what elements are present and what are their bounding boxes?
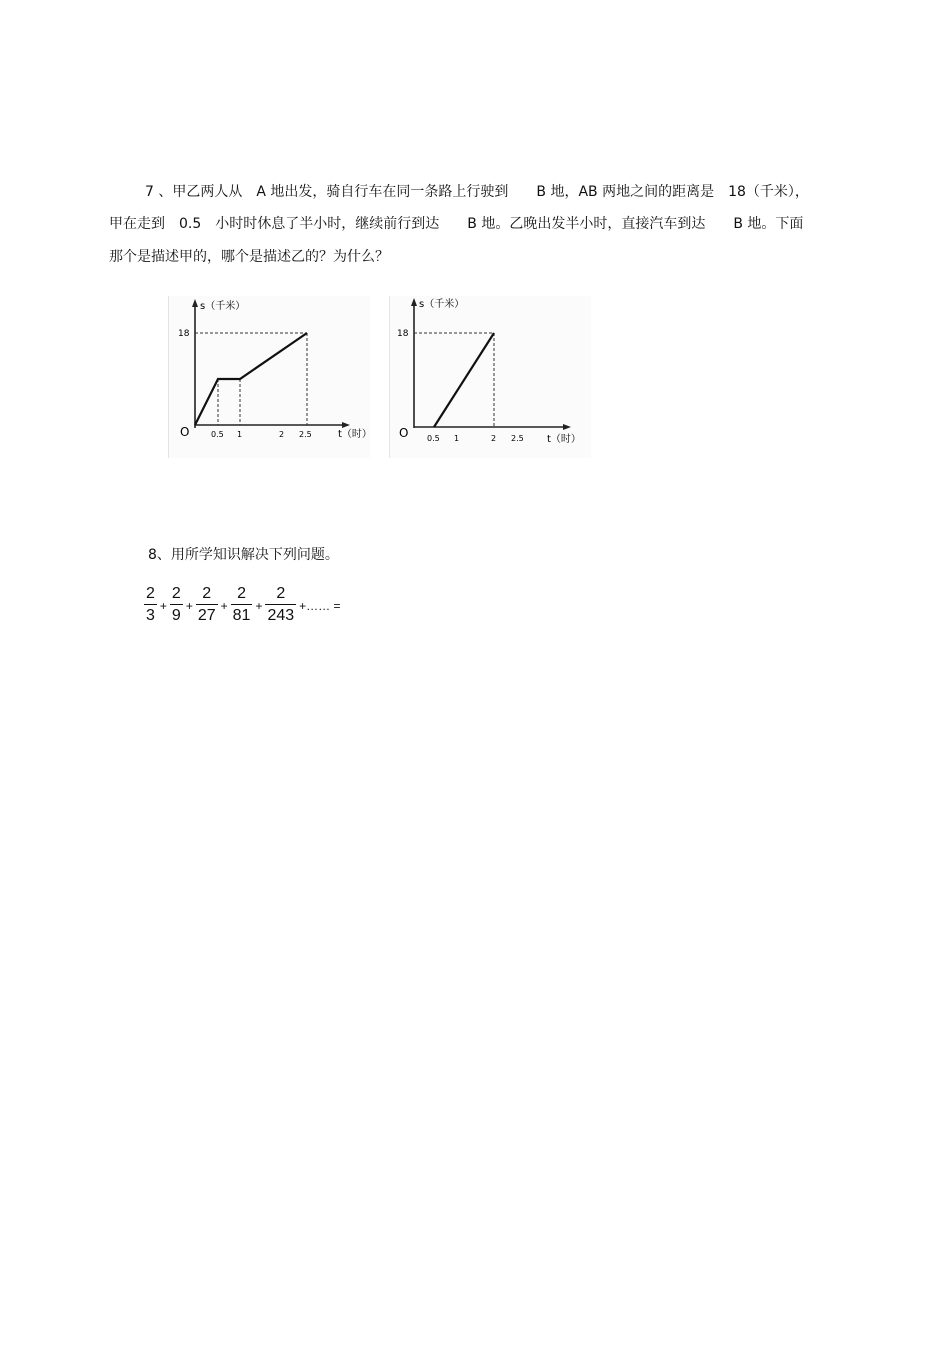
fraction-5: $\frac{2}{243}$ (267, 584, 295, 624)
fraction-4: $\frac{2}{81}$ (232, 584, 251, 624)
fraction-2: $\frac{2}{9}$ (171, 584, 181, 624)
x-tick-2.5: 2.5 (299, 430, 312, 439)
fraction-3: $\frac{2}{27}$ (197, 584, 216, 624)
question-7-line-3: 那个是描述甲的，哪个是描述乙的？为什么？ (109, 249, 389, 265)
x-tick-0.5: 0.5 (211, 430, 224, 439)
series-tail: +…… = (299, 599, 341, 613)
x-tick-1: 1 (237, 430, 243, 439)
x-tick-0.5: 0.5 (427, 434, 440, 443)
question-7-line-1: 7 、甲乙两人从 A 地出发，骑自行车在同一条路上行驶到 B 地，AB 两地之间的距离是 18（千米）， (145, 184, 809, 200)
question-8-title: 8、用所学知识解决下列问题。 (148, 547, 339, 563)
y-axis-label: s（千米） (419, 299, 465, 310)
x-tick-2: 2 (491, 434, 497, 443)
x-tick-2: 2 (279, 430, 285, 439)
plus-sign: + (185, 599, 193, 613)
origin-label: O (399, 426, 409, 440)
graph-person-a (168, 296, 370, 458)
plus-sign: + (255, 599, 263, 613)
x-tick-1: 1 (454, 434, 460, 443)
y-tick-18: 18 (397, 329, 409, 339)
graph-person-b (389, 296, 591, 458)
series-expression (144, 580, 344, 630)
origin-label: O (180, 425, 190, 439)
x-axis-label: t（时） (338, 429, 370, 440)
question-7-line-2: 甲在走到 0.5 小时时休息了半小时，继续前行到达 B 地。乙晚出发半小时，直接汽车到达 B 地。下面 (109, 216, 804, 232)
y-tick-18: 18 (178, 329, 190, 339)
x-axis-label: t（时） (547, 434, 581, 445)
x-tick-2.5: 2.5 (511, 434, 524, 443)
y-axis-label: s（千米） (200, 301, 246, 312)
plus-sign: + (159, 599, 167, 613)
plus-sign: + (220, 599, 228, 613)
fraction-1: $\frac{2}{3}$ (146, 584, 155, 624)
